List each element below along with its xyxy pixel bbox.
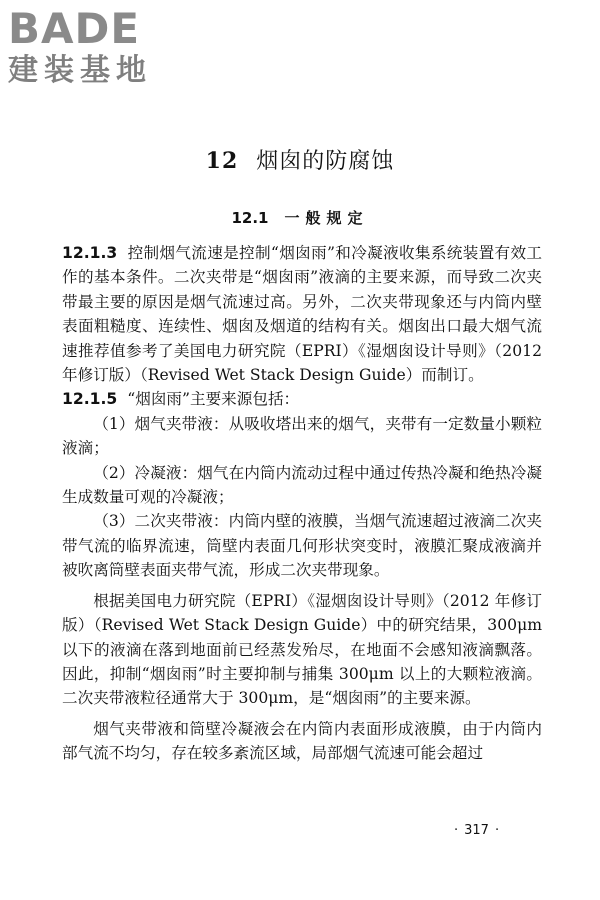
paragraph: 根据美国电力研究院（EPRI）《湿烟囱设计导则》（2012 年修订版）（Revised Wet Stack Design Guide）中的研究结果，300μm 以下的液滴在落到地面前已经蒸发殆尽，在地面不会感知液滴飘落。因此，抑制“烟囱雨”时主要抑制与捕集 300μm 以上的大颗粒液滴。二次夹带液粒径通常大于 300μm，是“烟囱雨”的主要来源。 [62,591,542,708]
clause-text: 控制烟气流速是控制“烟囱雨”和冷凝液收集系统装置有效工作的基本条件。二次夹带是“烟囱雨”液滴的主要来源，而导致二次夹带最主要的原因是烟气流速过高。另外，二次夹带现象还与内筒内壁表面粗糙度、连续性、烟囱及烟道的结构有关。烟囱出口最大烟气流速推荐值参考了美国电力研究院（EPRI）《湿烟囱设计导则》（2012 年修订版）（Revised Wet Stack Design Guide）而制订。 [62,244,542,385]
logo-brand: BADE [8,4,141,53]
bade-logo [8,6,183,88]
section-title [0,207,600,228]
list-item: （1）烟气夹带液：从吸收塔出来的烟气，夹带有一定数量小颗粒液滴； [62,414,542,458]
clause-intro: “烟囱雨”主要来源包括： [127,390,300,409]
body-text [62,241,542,766]
clause-12-1-3 [62,241,542,387]
clause-number: 12.1.3 [62,244,118,262]
section-number: 12.1 [231,209,269,227]
list-item: （2）冷凝液：烟气在内筒内流动过程中通过传热冷凝和绝热冷凝生成数量可观的冷凝液； [62,463,542,507]
list-item: （3）二次夹带液：内筒内壁的液膜，当烟气流速超过液滴二次夹带气流的临界流速，筒壁内表面几何形状突变时，液膜汇聚成液滴并被吹离筒壁表面夹带气流，形成二次夹带现象。 [62,512,542,580]
page-number-value: 317 [464,823,489,838]
page-number: · 317 · [454,823,500,838]
logo-subtitle: 建装基地 [8,53,152,88]
clause-12-1-5 [62,387,542,411]
chapter-number: 12 [205,148,239,174]
section-name: 一般规定 [284,209,369,227]
clause-number: 12.1.5 [62,390,118,409]
paragraph: 烟气夹带液和筒壁冷凝液会在内筒内表面形成液膜，由于内筒内部气流不均匀，存在较多紊流区域，局部烟气流速可能会超过 [62,719,542,763]
chapter-name: 烟囱的防腐蚀 [256,149,395,174]
chapter-title [0,144,600,175]
